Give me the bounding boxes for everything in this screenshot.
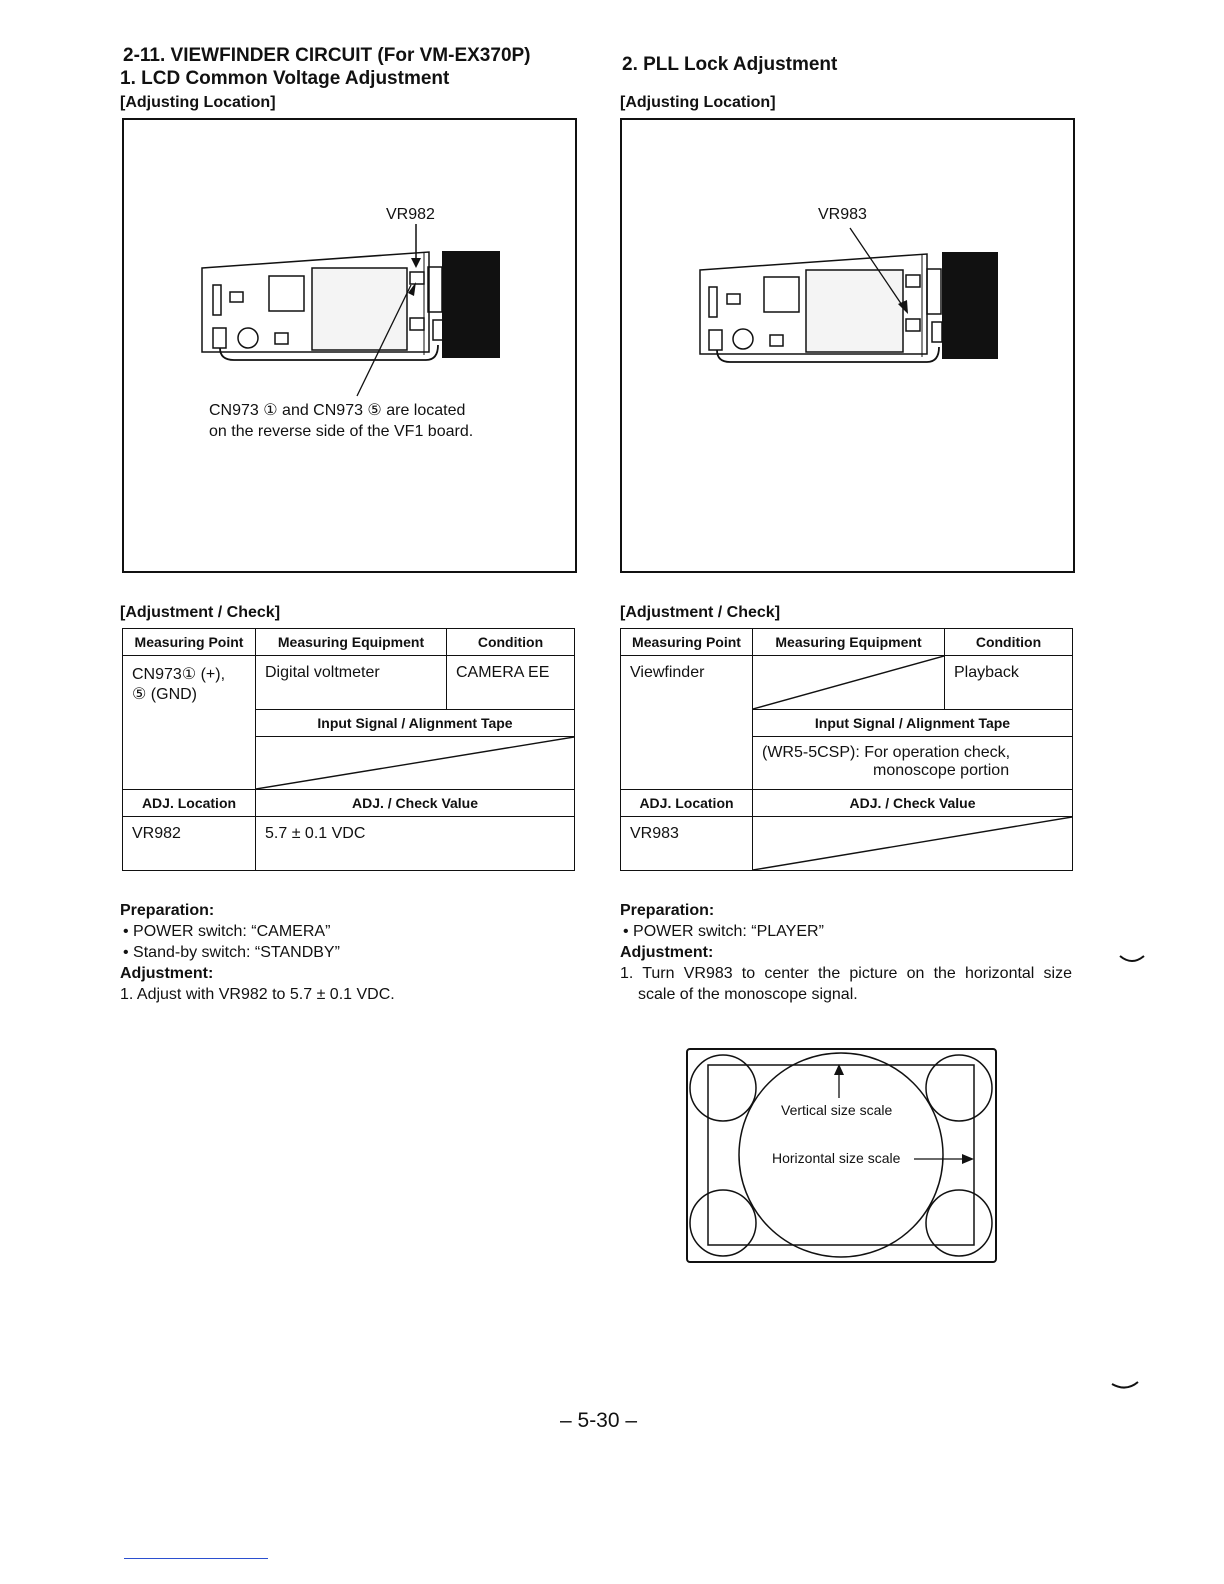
right-adjustment-heading: Adjustment: <box>620 944 714 961</box>
diagonal-slash <box>256 737 574 789</box>
measuring-point-cell: Viewfinder <box>621 656 753 790</box>
adj-location-cell: VR983 <box>621 817 753 871</box>
th-measuring-equipment: Measuring Equipment <box>256 629 447 656</box>
left-location-diagram <box>122 118 577 573</box>
adj-value-cell: 5.7 ± 0.1 VDC <box>256 817 575 871</box>
section-title: 2-11. VIEWFINDER CIRCUIT (For VM-EX370P) <box>123 45 531 66</box>
vertical-size-scale-label: Vertical size scale <box>781 1102 893 1118</box>
left-prep-2: • Stand-by switch: “STANDBY” <box>123 944 340 961</box>
th-measuring-equipment: Measuring Equipment <box>753 629 945 656</box>
left-adj-heading: [Adjustment / Check] <box>120 604 281 621</box>
th-measuring-point: Measuring Point <box>621 629 753 656</box>
th-adj-value: ADJ. / Check Value <box>256 790 575 817</box>
right-adj-1-line1: 1. Turn VR983 to center the picture on the horizontal size <box>620 965 1072 982</box>
cn973-note-line2: on the reverse side of the VF1 board. <box>209 423 474 440</box>
input-signal-cell <box>753 737 1073 790</box>
right-instructions <box>620 900 1072 1005</box>
adj-location-cell: VR982 <box>123 817 256 871</box>
measuring-point-cell <box>123 656 256 790</box>
th-input-signal: Input Signal / Alignment Tape <box>256 710 575 737</box>
footer-rule <box>124 1558 268 1559</box>
vf1-board-drawing-right <box>622 120 1073 571</box>
left-adjustment-table <box>122 628 575 871</box>
page-number: – 5-30 – <box>560 1409 638 1432</box>
cn973-note-line1: CN973 ① and CN973 ⑤ are located <box>209 402 466 419</box>
diagonal-slash <box>753 817 1072 870</box>
th-adj-location: ADJ. Location <box>123 790 256 817</box>
input-signal-line2: monoscope portion <box>873 762 1010 779</box>
th-measuring-point: Measuring Point <box>123 629 256 656</box>
measuring-point-line1: CN973① (+), <box>132 666 226 683</box>
th-adj-value: ADJ. / Check Value <box>753 790 1073 817</box>
right-adj-heading: [Adjustment / Check] <box>620 604 781 621</box>
input-signal-line1: (WR5-5CSP): For operation check, <box>762 744 1011 761</box>
left-adjustment-heading: Adjustment: <box>120 965 214 982</box>
left-subtitle: 1. LCD Common Voltage Adjustment <box>120 68 450 89</box>
left-preparation-heading: Preparation: <box>120 902 215 919</box>
vr982-label: VR982 <box>386 206 435 223</box>
condition-cell: CAMERA EE <box>447 656 575 710</box>
left-adj-1: 1. Adjust with VR982 to 5.7 ± 0.1 VDC. <box>120 986 395 1003</box>
right-preparation-heading: Preparation: <box>620 902 715 919</box>
th-condition: Condition <box>447 629 575 656</box>
measuring-point-line2: ⑤ (GND) <box>132 686 197 703</box>
vf1-board-drawing-left <box>124 120 575 571</box>
right-prep-1: • POWER switch: “PLAYER” <box>623 923 824 940</box>
measuring-equipment-empty-cell <box>753 656 945 710</box>
monoscope-figure <box>686 1048 998 1264</box>
left-location-heading: [Adjusting Location] <box>120 94 276 111</box>
diagonal-slash <box>753 656 944 709</box>
right-adjustment-table <box>620 628 1073 871</box>
right-subtitle: 2. PLL Lock Adjustment <box>622 54 838 75</box>
measuring-equipment-cell: Digital voltmeter <box>256 656 447 710</box>
right-location-diagram <box>620 118 1075 573</box>
adj-value-empty-cell <box>753 817 1073 871</box>
vr983-label: VR983 <box>818 206 867 223</box>
edge-mark-icon <box>1110 1378 1140 1392</box>
edge-mark-icon <box>1118 952 1146 966</box>
right-location-heading: [Adjusting Location] <box>620 94 776 111</box>
condition-cell: Playback <box>945 656 1073 710</box>
horizontal-size-scale-label: Horizontal size scale <box>772 1150 901 1166</box>
right-adj-1-line2: scale of the monoscope signal. <box>638 986 858 1003</box>
th-input-signal: Input Signal / Alignment Tape <box>753 710 1073 737</box>
input-signal-empty-cell <box>256 737 575 790</box>
left-instructions <box>120 900 395 1005</box>
th-condition: Condition <box>945 629 1073 656</box>
left-prep-1: • POWER switch: “CAMERA” <box>123 923 331 940</box>
th-adj-location: ADJ. Location <box>621 790 753 817</box>
